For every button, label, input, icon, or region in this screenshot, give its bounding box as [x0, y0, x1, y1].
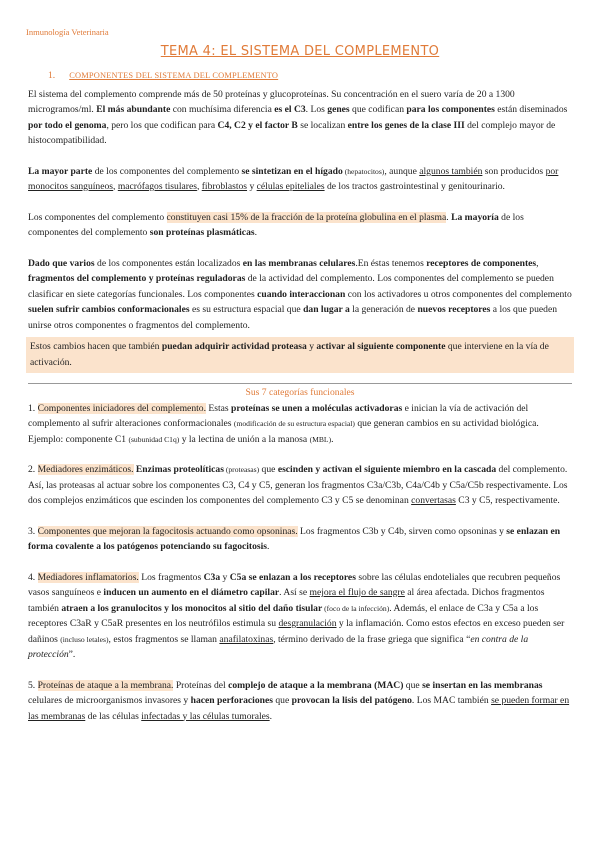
page-title: TEMA 4: EL SISTEMA DEL COMPLEMENTO [160, 44, 440, 59]
section-label: COMPONENTES DEL SISTEMA DEL COMPLEMENTO [69, 71, 279, 80]
paragraph-plasma: Los componentes del complemento constituyen casi 15% de la fracción de la proteína globulina en el plasma. La mayoría de los componentes del complemento son proteínas plasmáticas. [28, 211, 524, 238]
category-1: 1. Componentes iniciadores del complemento. Estas proteínas se unen a moléculas activadoras e inician la vía de activación del complemento al sufrir alteraciones conformacionales (modificación de su estructura espacial) que generan cambios en su actividad biológica. Ejemplo: componente C1 (subunidad C1q) y la lectina de unión a la manosa (MBL). [28, 402, 539, 445]
paragraph-synthesis: La mayor parte de los componentes del complemento se sintetizan en el hígado (hepatocitos), aunque algunos también son producidos por monocitos sanguíneos, macrófagos tisulares, fibroblastos y células epiteliales de los tractos gastrointestinal y genitourinario. [28, 165, 559, 192]
category-2: 2. Mediadores enzimáticos. Enzimas proteolíticas (proteasas) que escinden y activan el siguiente miembro en la cascada del complemento. Así, las proteasas al actuar sobre los componentes C3, C4 y C5, generan los fragmentos C3a/C3b, C4a/C4b y C5a/C5b respectivamente. Los dos complejos enzimáticos que escinden los componentes del complemento C3 y C5 se denominan convertasas C3 y C5, respectivamente. [28, 464, 568, 506]
section-divider [28, 383, 572, 384]
paragraph-intro: El sistema del complemento comprende más de 50 proteínas y glucoproteínas. Su concentración en el suero varía de 20 a 1300 microgramos/ml. El más abundante con muchísima diferencia es el C3. Los genes que codifican para los componentes están diseminados por todo el genoma, pero los que codifican para C4, C2 y el factor B se localizan entre los genes de la clase III del complejo mayor de histocompatibilidad. [28, 88, 568, 146]
section-heading [48, 68, 572, 84]
category-4: 4. Mediadores inflamatorios. Los fragmentos C3a y C5a se enlazan a los receptores sobre las células endoteliales que recubren pequeños vasos sanguíneos e inducen un aumento en el diámetro capilar. Así se mejora el flujo de sangre al área afectada. Dichos fragmentos también atraen a los granulocitos y los monocitos al sitio del daño tisular (foco de la infección). Además, el enlace de C3a y C5a a los receptores C3aR y C5aR presentes en los neutrófilos estimula su desgranulación y la inflamación. Como estos efectos en exceso pueden ser dañinos (incluso letales), estos fragmentos se llaman anafilatoxinas, término derivado de la frase griega que significa “en contra de la protección”. [28, 571, 565, 660]
document-body [28, 68, 572, 724]
categories-subheading: Sus 7 categorías funcionales [245, 387, 355, 398]
section-number: 1. [48, 70, 56, 81]
category-5: 5. Proteínas de ataque a la membrana. Proteínas del complejo de ataque a la membrana (MAC) que se insertan en las membranas celulares de microorganismos invasores y hacen perforaciones que provocan la lisis del patógeno. Los MAC también se pueden formar en las membranas de las células infectadas y las células tumorales. [28, 679, 570, 722]
highlight-callout: Estos cambios hacen que también puedan adquirir actividad proteasa y activar al siguiente componente que interviene en la vía de activación. [26, 337, 574, 373]
running-head: Inmunología Veterinaria [26, 27, 109, 37]
category-3: 3. Componentes que mejoran la fagocitosis actuando como opsoninas. Los fragmentos C3b y C4b, sirven como opsoninas y se enlazan en forma covalente a los patógenos potenciando su fagocitosis. [28, 525, 561, 552]
paragraph-membranes: Dado que varios de los componentes están localizados en las membranas celulares.En éstas tenemos receptores de componentes, fragmentos del complemento y proteínas reguladoras de la actividad del complemento. Los componentes del complemento se pueden clasificar en siete categorías funcionales. Los componentes cuando interaccionan con los activadores u otros componentes del complemento suelen sufrir cambios conformacionales es su estructura espacial que dan lugar a la generación de nuevos receptores a los que pueden unirse otros componentes o fragmentos del complemento. [28, 257, 572, 331]
